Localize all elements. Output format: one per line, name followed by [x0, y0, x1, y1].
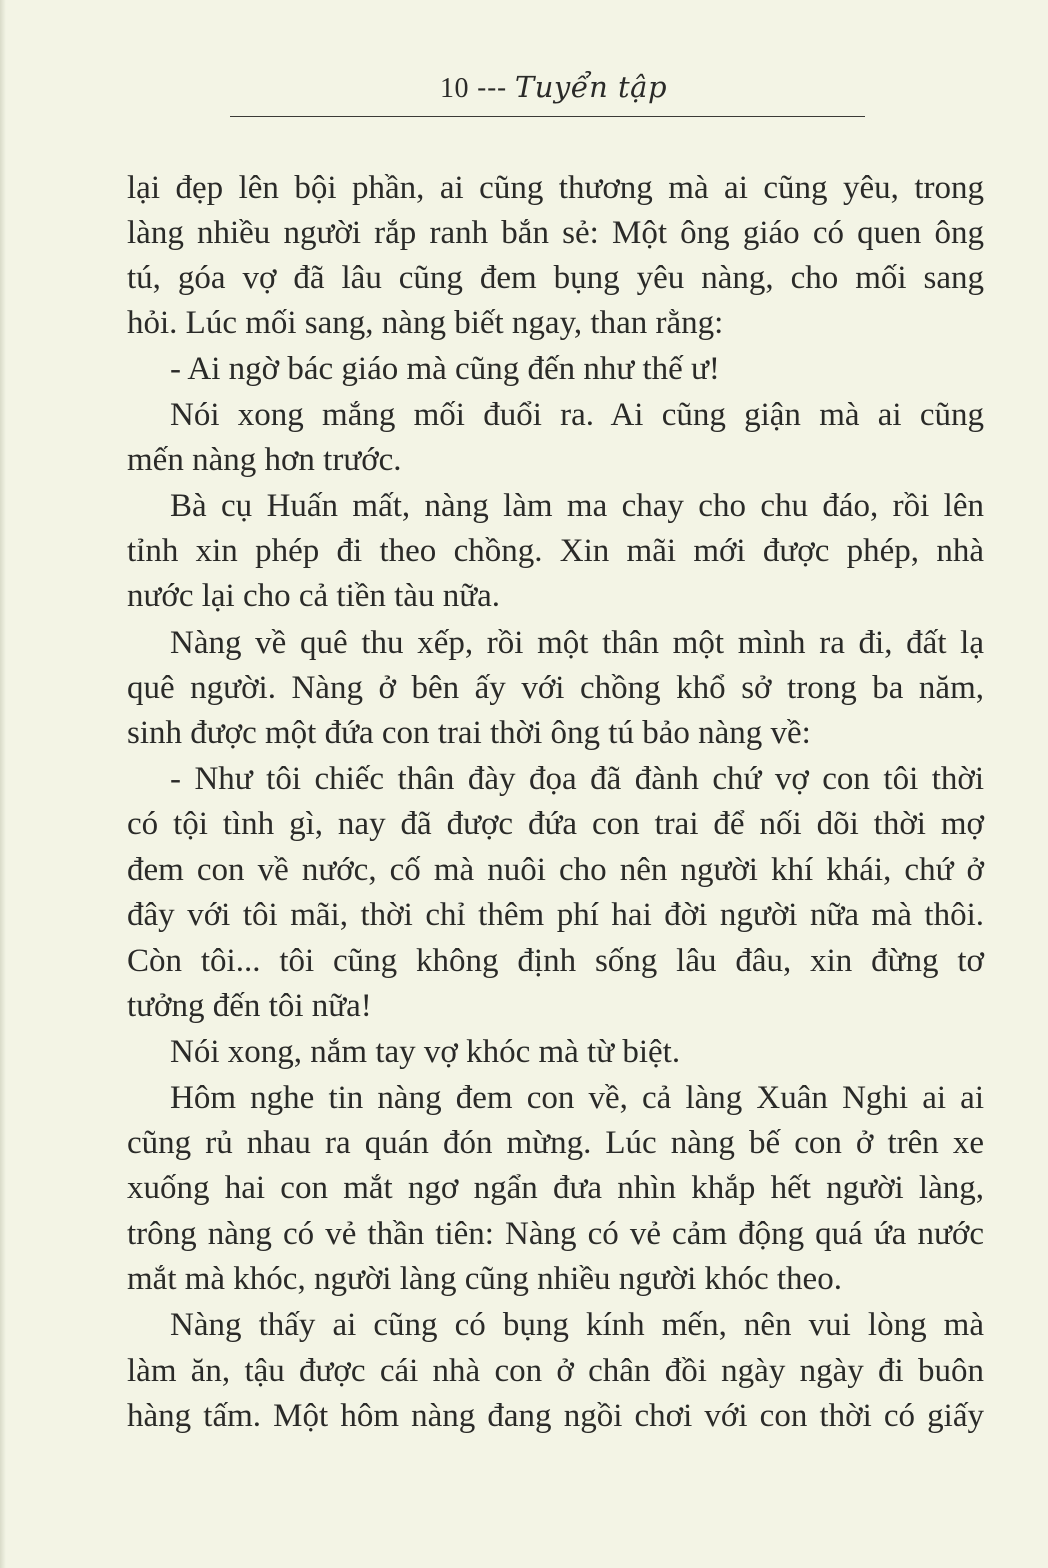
text-line: làng nhiều người rắp ranh bắn sẻ: Một ông giáo có quen ông — [127, 215, 984, 251]
text-line: Nàng về quê thu xếp, rồi một thân một mình ra đi, đất lạ — [170, 625, 984, 661]
page-number: 10 — [440, 73, 469, 104]
text-line: có tội tình gì, nay đã được đứa con trai để nối dõi thời mợ — [127, 806, 984, 842]
text-line: tú, góa vợ đã lâu cũng đem bụng yêu nàng, cho mối sang — [127, 260, 984, 296]
text-line: hàng tấm. Một hôm nàng đang ngồi chơi với con thời có giấy — [127, 1398, 984, 1434]
text-line: xuống hai con mắt ngơ ngẩn đưa nhìn khắp hết người làng, — [127, 1170, 984, 1206]
text-line: tỉnh xin phép đi theo chồng. Xin mãi mới được phép, nhà — [127, 533, 984, 569]
text-line: Nói xong, nắm tay vợ khóc mà từ biệt. — [170, 1034, 681, 1070]
text-line: tưởng đến tôi nữa! — [127, 988, 372, 1024]
text-line: Nói xong mắng mối đuổi ra. Ai cũng giận mà ai cũng — [170, 397, 984, 433]
text-line: hỏi. Lúc mối sang, nàng biết ngay, than rằng: — [127, 305, 724, 341]
text-line: - Ai ngờ bác giáo mà cũng đến như thế ư! — [170, 351, 720, 387]
text-line: Nàng thấy ai cũng có bụng kính mến, nên vui lòng mà — [170, 1307, 984, 1343]
text-line: làm ăn, tậu được cái nhà con ở chân đồi ngày ngày đi buôn — [127, 1353, 984, 1389]
text-line: sinh được một đứa con trai thời ông tú bảo nàng về: — [127, 715, 811, 751]
text-line: Hôm nghe tin nàng đem con về, cả làng Xuân Nghi ai ai — [170, 1080, 984, 1116]
header-dash: --- — [477, 71, 507, 104]
text-line: đây với tôi mãi, thời chỉ thêm phí hai đời người nữa mà thôi. — [127, 897, 984, 933]
running-title: Tuyển tập — [514, 70, 668, 104]
text-line: mắt mà khóc, người làng cũng nhiều người khóc theo. — [127, 1261, 842, 1297]
text-line: nước lại cho cả tiền tàu nữa. — [127, 578, 500, 614]
page-header — [230, 62, 865, 126]
header-text — [440, 70, 667, 105]
text-line: Bà cụ Huấn mất, nàng làm ma chay cho chu đáo, rồi lên — [170, 488, 984, 524]
text-line: đem con về nước, cố mà nuôi cho nên người khí khái, chứ ở — [127, 852, 984, 888]
text-line: lại đẹp lên bội phần, ai cũng thương mà ai cũng yêu, trong — [127, 170, 984, 206]
header-rule — [230, 116, 865, 117]
text-line: Còn tôi... tôi cũng không định sống lâu đâu, xin đừng tơ — [127, 943, 984, 979]
text-line: quê người. Nàng ở bên ấy với chồng khổ sở trong ba năm, — [127, 670, 984, 706]
text-line: - Như tôi chiếc thân đày đọa đã đành chứ vợ con tôi thời — [170, 761, 984, 797]
text-line: trông nàng có vẻ thần tiên: Nàng có vẻ cảm động quá ứa nước — [127, 1216, 984, 1252]
text-line: mến nàng hơn trước. — [127, 442, 402, 478]
text-line: cũng rủ nhau ra quán đón mừng. Lúc nàng bế con ở trên xe — [127, 1125, 984, 1161]
scan-edge — [0, 0, 6, 1568]
